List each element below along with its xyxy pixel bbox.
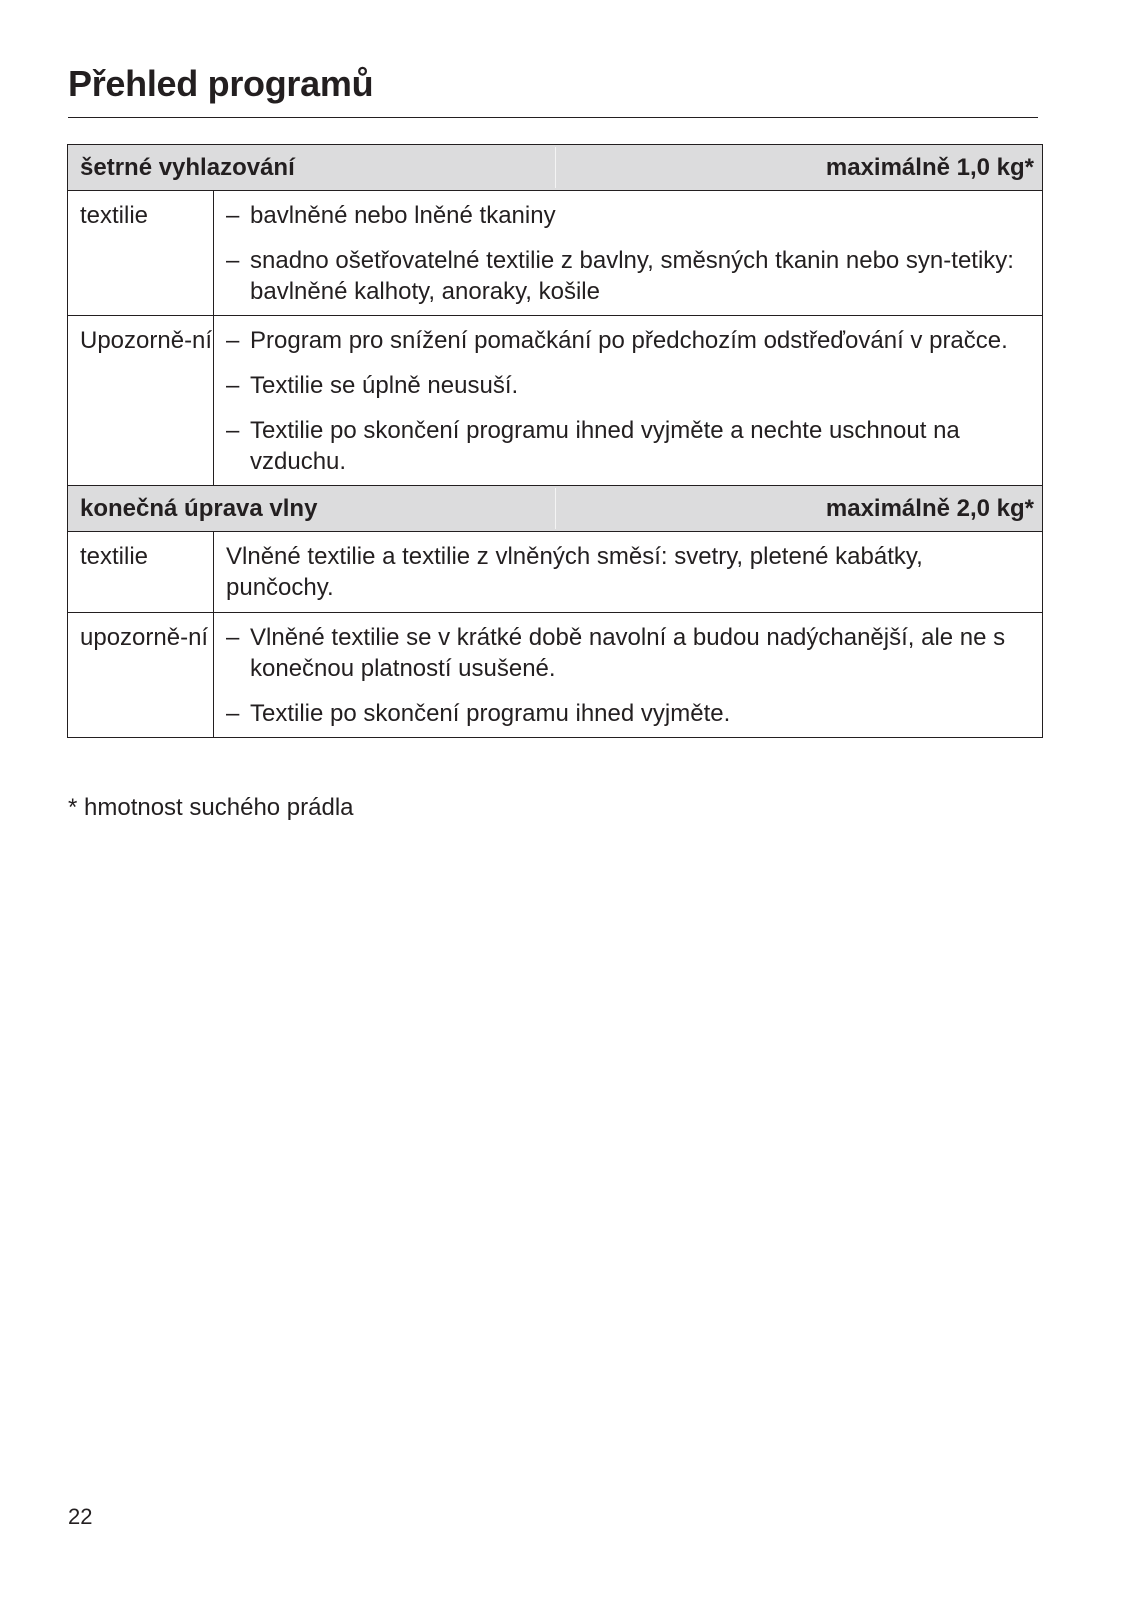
dash-bullet: – (226, 372, 240, 399)
list-item (226, 622, 1034, 684)
list-item-text: bavlněné nebo lněné tkaniny (250, 202, 556, 229)
table-row (68, 613, 1043, 738)
page-number: 22 (68, 1504, 93, 1529)
program-name: konečná úprava vlny (68, 486, 555, 532)
list-item (226, 415, 1034, 477)
row-label: Upozorně-ní (68, 316, 214, 486)
dash-bullet: – (226, 700, 240, 727)
program-name: šetrné vyhlazování (68, 145, 555, 191)
list-item-text: Vlněné textilie se v krátké době navolní a budou nadýchanější, ale ne s konečnou platností usušené. (250, 624, 1006, 682)
list-item (226, 245, 1034, 307)
list-item (226, 370, 1034, 401)
row-label: textilie (68, 191, 214, 316)
table-row (68, 191, 1043, 316)
bullet-list (214, 613, 1042, 737)
program-header-row (68, 145, 1043, 191)
list-item (226, 325, 1034, 356)
list-item-text: Program pro snížení pomačkání po předchozím odstřeďování v pračce. (250, 327, 1008, 354)
table-row (68, 532, 1043, 613)
dash-bullet: – (226, 247, 240, 274)
page-title: Přehled programů (68, 63, 374, 104)
row-label: upozorně-ní (68, 613, 214, 738)
footnote: * hmotnost suchého prádla (68, 794, 354, 821)
dash-bullet: – (226, 327, 240, 354)
program-header-row (68, 486, 1043, 532)
dash-bullet: – (226, 202, 240, 229)
list-item (226, 200, 1034, 231)
bullet-list (214, 191, 1042, 315)
table-row (68, 316, 1043, 486)
list-item-text: snadno ošetřovatelné textilie z bavlny, směsných tkanin nebo syn-tetiky: bavlněné kalhoty, anoraky, košile (250, 247, 1014, 305)
list-item-text: Textilie se úplně neusuší. (250, 372, 519, 399)
row-content (214, 191, 1043, 316)
list-item-text: Textilie po skončení programu ihned vyjměte. (250, 700, 731, 727)
program-max-load: maximálně 2,0 kg* (555, 486, 1043, 532)
bullet-list (214, 316, 1042, 485)
row-content: Vlněné textilie a textilie z vlněných směsí: svetry, pletené kabátky, punčochy. (214, 532, 1043, 613)
dash-bullet: – (226, 624, 240, 651)
list-item-text: Textilie po skončení programu ihned vyjměte a nechte uschnout na vzduchu. (250, 417, 960, 475)
row-label: textilie (68, 532, 214, 613)
dash-bullet: – (226, 417, 240, 444)
program-overview-table (67, 144, 1043, 738)
title-divider (68, 117, 1038, 118)
list-item (226, 698, 1034, 729)
program-max-load: maximálně 1,0 kg* (555, 145, 1043, 191)
row-content (214, 316, 1043, 486)
row-content (214, 613, 1043, 738)
